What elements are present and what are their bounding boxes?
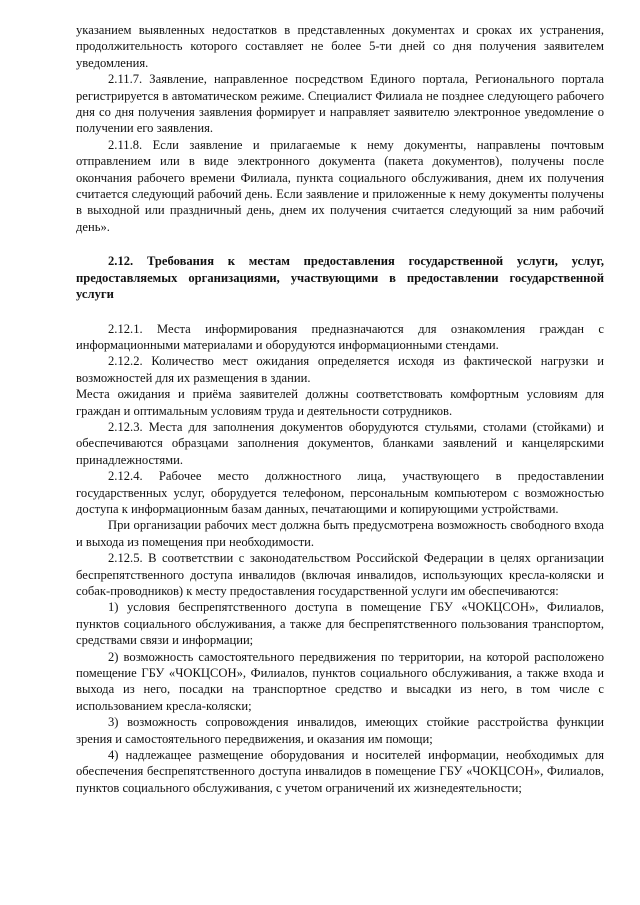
list-item-3: 3) возможность сопровождения инвалидов, имеющих стойкие расстройства функции зрения и самостоятельного передвижения, и оказания им помощи;: [76, 715, 604, 746]
paragraph-2-12-4: 2.12.4. Рабочее место должностного лица, участвующего в предоставлении государственных услуг, оборудуется телефоном, персональным компьютером с возможностью доступа к информационным базам данных, печатающими и копирующими устройствами.: [76, 469, 604, 516]
paragraph-waiting-places: Места ожидания и приёма заявителей должны соответствовать комфортным условиям для граждан и оптимальным условиям труда и деятельности сотрудников.: [76, 387, 604, 418]
paragraph-2-11-8: 2.11.8. Если заявление и прилагаемые к нему документы, направлены почтовым отправлением или в виде электронного документа (пакета документов), получены после окончания рабочего времени Филиала, пункта социального обслуживания, днем их получения считается следующий рабочий день. Если заявление и приложенные к нему документы получены в выходной или праздничный день, днем их получения считается следующий за ним рабочий день».: [76, 137, 604, 234]
paragraph-2-12-3: 2.12.3. Места для заполнения документов оборудуются стульями, столами (стойками) и обеспечиваются образцами заполнения документов, бланками заявлений и канцелярскими принадлежностями.: [76, 419, 604, 467]
paragraph-workplace-access: При организации рабочих мест должна быть предусмотрена возможность свободного входа и выхода из помещения при необходимости.: [76, 518, 604, 549]
spacer: [76, 303, 604, 321]
paragraph-2-12-2: 2.12.2. Количество мест ожидания определяется исходя из фактической нагрузки и возможностей для их размещения в здании.: [76, 354, 604, 385]
paragraph-2-11-7: 2.11.7. Заявление, направленное посредством Единого портала, Регионального портала регистрируется в автоматическом режиме. Специалист Филиала не позднее следующего рабочего дня со дня получения заявления формирует и направляет заявителю электронное уведомление о получении его заявления.: [76, 72, 604, 136]
list-item-1: 1) условия беспрепятственного доступа в помещение ГБУ «ЧОКЦСОН», Филиалов, пунктов социального обслуживания, а также для беспрепятственного пользования транспортом, средствами связи и информации;: [76, 600, 604, 648]
list-item-2: 2) возможность самостоятельного передвижения по территории, на которой расположено помещение ГБУ «ЧОКЦСОН», Филиалов, пунктов социального обслуживания, а также входа и выхода из него, посадки на транспортное средство и высадки из него, в том числе с использованием кресла-коляски;: [76, 649, 604, 713]
list-item-4: 4) надлежащее размещение оборудования и носителей информации, необходимых для обеспечения беспрепятственного доступа инвалидов в помещение ГБУ «ЧОКЦСОН», Филиалов, пунктов социального обслуживания, с учетом ограничений их жизнедеятельности;: [76, 748, 604, 795]
paragraph-2-12-5: 2.12.5. В соответствии с законодательством Российской Федерации в целях организации беспрепятственного доступа инвалидов (включая инвалидов, использующих кресла-коляски и собак-проводников) к месту предоставления государственной услуги им обеспечиваются:: [76, 551, 604, 598]
paragraph-continuation: указанием выявленных недостатков в представленных документах и сроках их устранения, продолжительность которого составляет не более 5-ти дней со дня получения заявителем уведомления.: [76, 23, 604, 70]
spacer: [76, 235, 604, 253]
section-heading-2-12: 2.12. Требования к местам предоставления государственной услуги, услуг, предоставляемых организациями, участвующими в предоставлении государственной услуги: [76, 254, 604, 302]
paragraph-2-12-1: 2.12.1. Места информирования предназначаются для ознакомления граждан с информационными материалами и оборудуются информационными стендами.: [76, 321, 604, 352]
